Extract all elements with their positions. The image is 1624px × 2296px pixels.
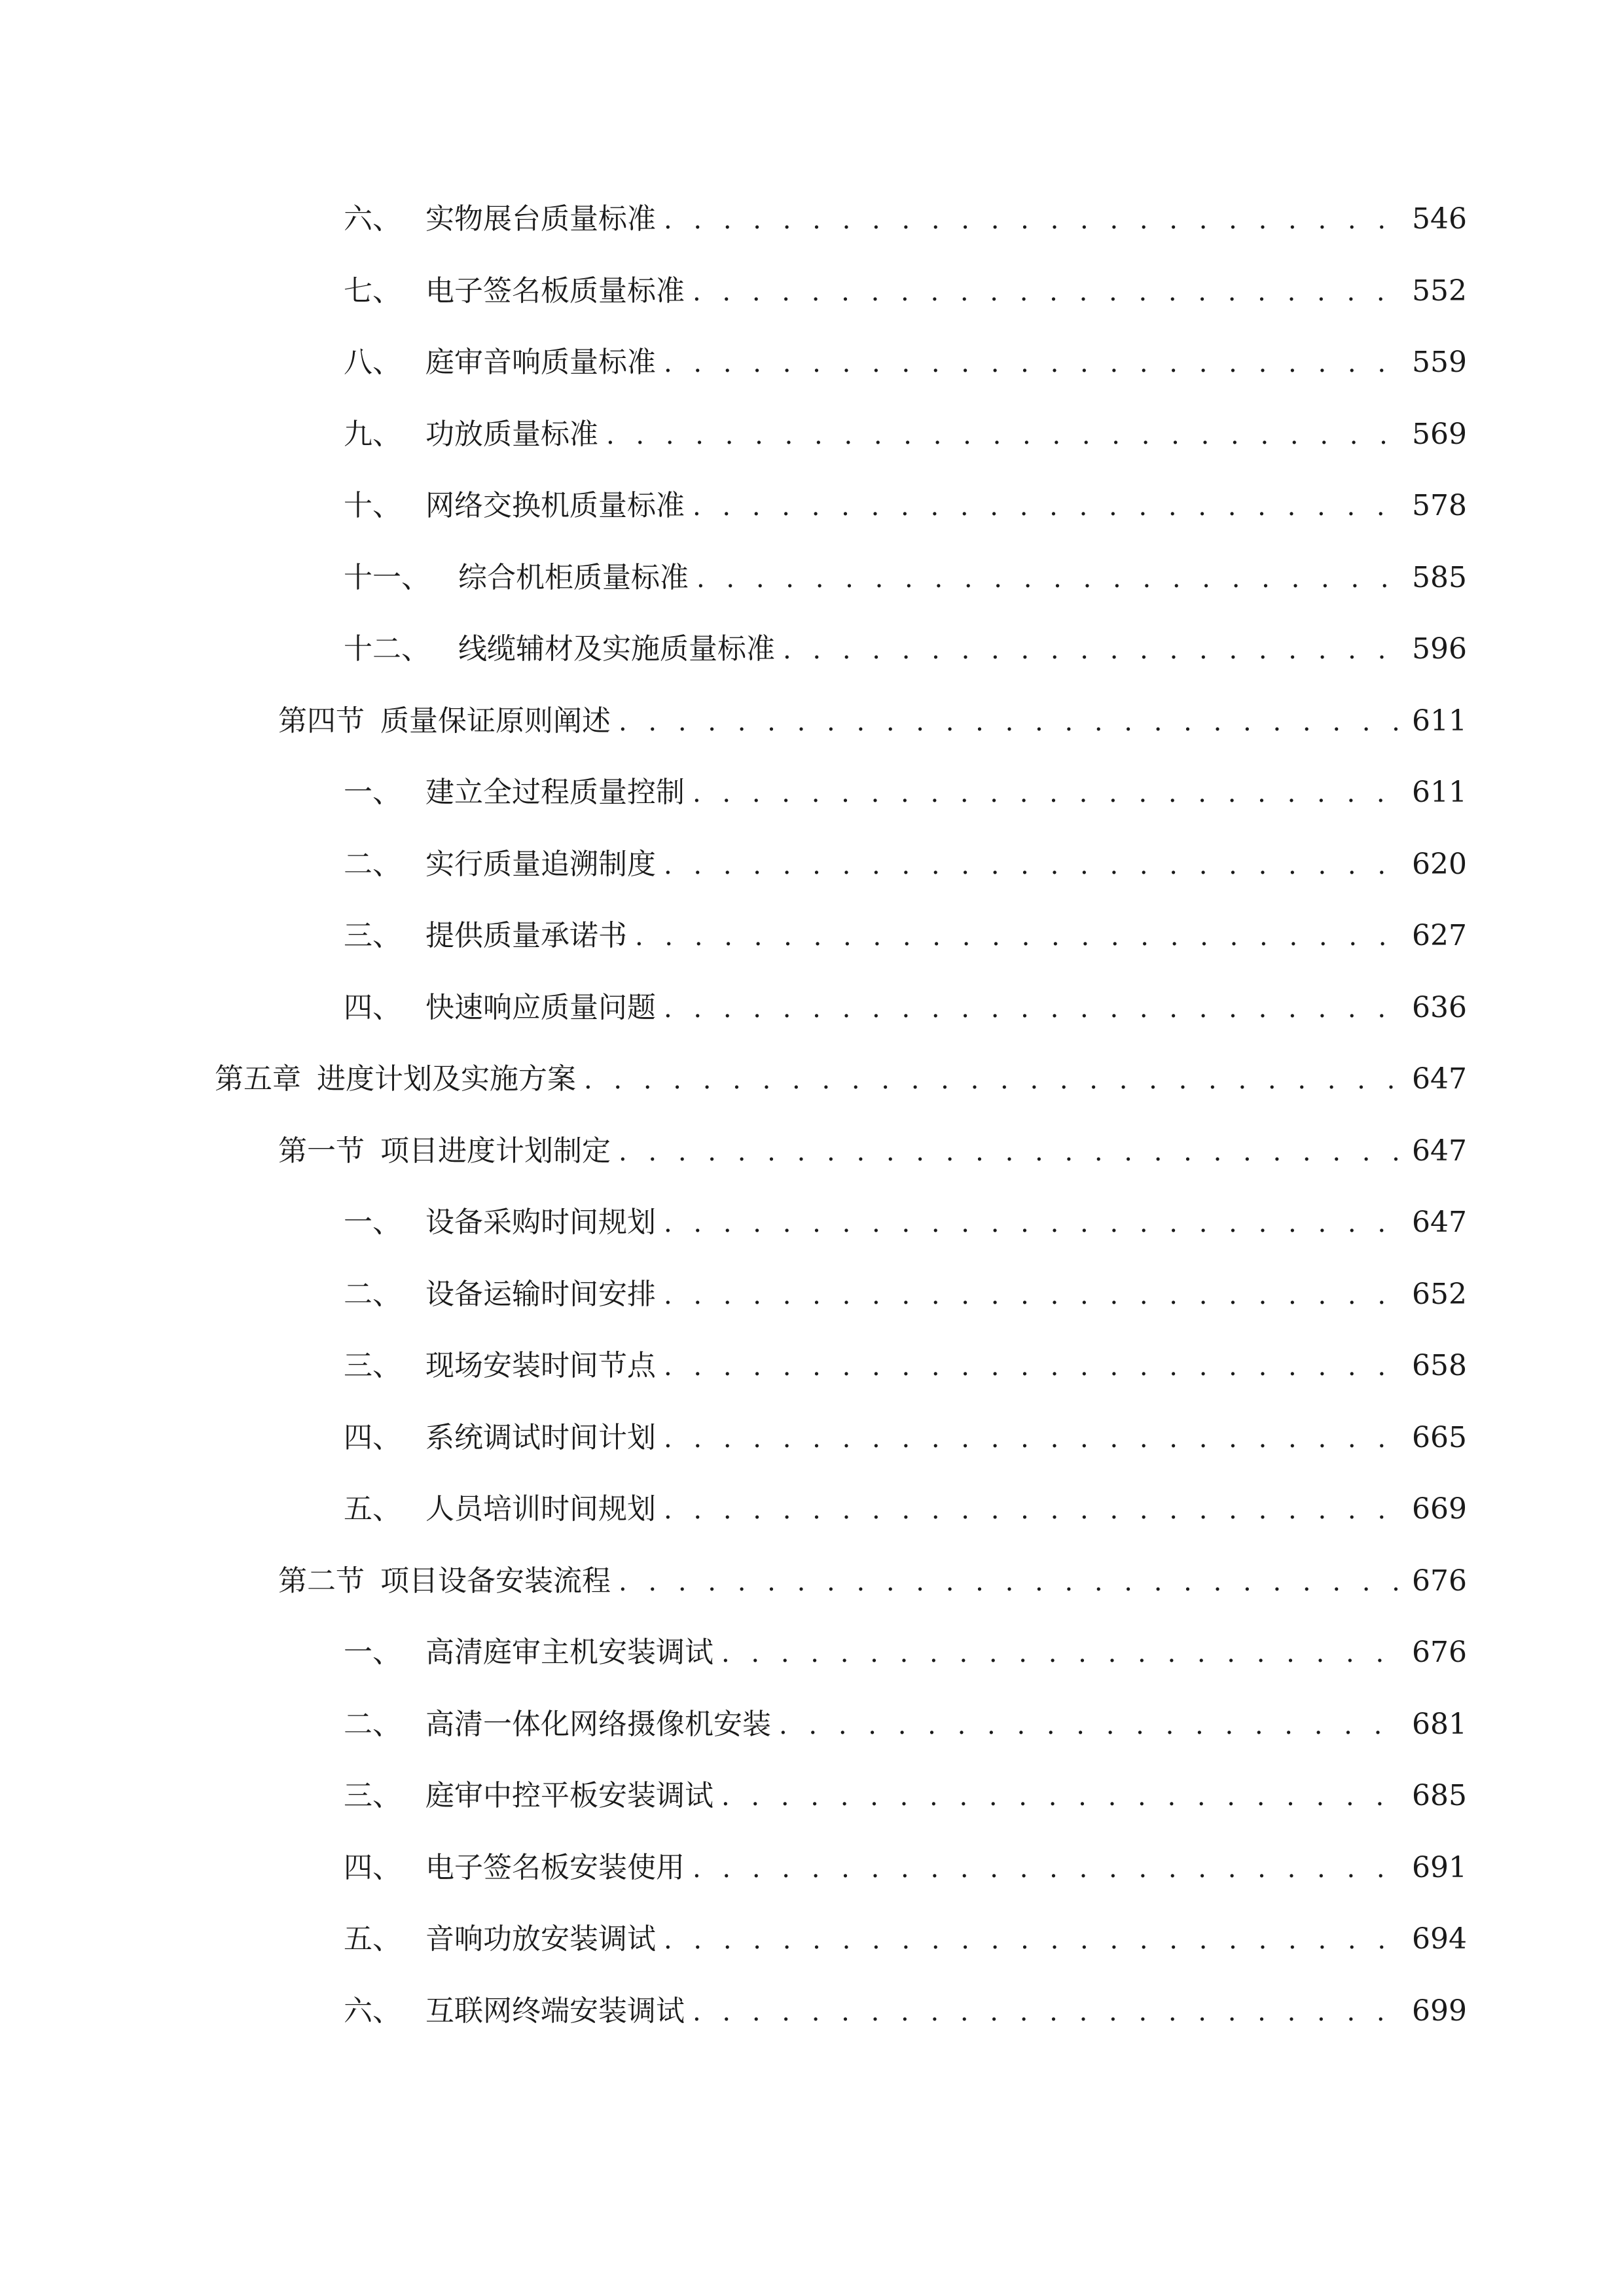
toc-entry[interactable]	[344, 193, 1467, 245]
toc-entry[interactable]	[344, 1196, 1467, 1249]
toc-entry-number: 六、	[344, 1994, 401, 2028]
toc-entry-title: 设备运输时间安排	[425, 1278, 656, 1311]
toc-entry[interactable]	[344, 1985, 1467, 2037]
toc-entry-title: 音响功放安装调试	[425, 1922, 656, 1956]
dot-leader	[783, 624, 1405, 676]
dot-leader	[619, 696, 1405, 748]
toc-entry-title: 功放质量标准	[425, 418, 598, 451]
toc-entry[interactable]	[344, 1770, 1467, 1822]
dot-leader	[664, 1197, 1405, 1249]
dot-leader	[696, 552, 1405, 605]
dot-leader	[664, 1269, 1405, 1321]
toc-entry-number: 九、	[344, 418, 401, 451]
dot-leader	[721, 1770, 1405, 1823]
toc-entry-page: 699	[1412, 1994, 1467, 2028]
toc-entry-number: 一、	[344, 1636, 401, 1669]
toc-entry[interactable]	[344, 480, 1467, 532]
toc-entry-page: 676	[1412, 1564, 1467, 1598]
toc-entry[interactable]	[344, 336, 1467, 389]
toc-entry[interactable]	[344, 910, 1467, 962]
toc-entry-title: 实行质量追溯制度	[425, 848, 656, 881]
toc-chapter-entry[interactable]	[215, 1053, 1467, 1105]
dot-leader	[779, 1699, 1405, 1751]
toc-entry-title: 提供质量承诺书	[425, 919, 627, 952]
toc-entry[interactable]	[344, 623, 1467, 675]
toc-entry[interactable]	[344, 1340, 1467, 1392]
toc-entry-title: 线缆辅材及实施质量标准	[458, 632, 775, 666]
dot-leader	[664, 1340, 1405, 1393]
toc-entry-page: 620	[1412, 848, 1467, 881]
toc-entry[interactable]	[344, 766, 1467, 819]
toc-entry-number: 三、	[344, 1349, 401, 1382]
toc-entry-title: 进度计划及实施方案	[317, 1062, 576, 1096]
dot-leader	[664, 1914, 1405, 1966]
toc-entry-page: 569	[1412, 418, 1467, 451]
dot-leader	[664, 839, 1405, 891]
toc-entry[interactable]	[344, 1268, 1467, 1321]
toc-entry-number: 六、	[344, 202, 401, 236]
toc-entry-title: 设备采购时间规划	[425, 1206, 656, 1239]
toc-entry-number: 第一节	[278, 1134, 365, 1168]
toc-entry-page: 652	[1412, 1278, 1467, 1311]
toc-entry-number: 三、	[344, 1779, 401, 1812]
toc-entry[interactable]	[344, 1698, 1467, 1751]
toc-entry[interactable]	[344, 1412, 1467, 1464]
toc-entry-number: 三、	[344, 919, 401, 952]
toc-entry-title: 系统调试时间计划	[425, 1421, 656, 1454]
dot-leader	[664, 337, 1405, 389]
toc-entry-title: 现场安装时间节点	[425, 1349, 656, 1382]
toc-entry-number: 八、	[344, 346, 401, 379]
toc-entry-title: 网络交换机质量标准	[425, 489, 685, 522]
toc-entry-number: 二、	[344, 848, 401, 881]
toc-entry[interactable]	[344, 408, 1467, 461]
toc-entry-page: 636	[1412, 991, 1467, 1024]
dot-leader	[664, 1412, 1405, 1465]
toc-entry-title: 人员培训时间规划	[425, 1492, 656, 1526]
toc-entry-page: 611	[1412, 704, 1467, 738]
toc-entry-page: 627	[1412, 919, 1467, 952]
toc-entry[interactable]	[344, 1626, 1467, 1679]
toc-entry-page: 559	[1412, 346, 1467, 379]
toc-entry-number: 二、	[344, 1708, 401, 1741]
toc-entry-number: 四、	[344, 991, 401, 1024]
toc-entry-number: 十一、	[344, 561, 430, 594]
toc-entry-number: 十、	[344, 489, 401, 522]
toc-entry-title: 项目进度计划制定	[380, 1134, 611, 1168]
dot-leader	[619, 1556, 1405, 1608]
toc-entry-number: 第五章	[215, 1062, 301, 1096]
toc-entry-page: 578	[1412, 489, 1467, 522]
dot-leader	[693, 767, 1405, 819]
toc-entry[interactable]	[344, 1842, 1467, 1894]
toc-entry-title: 高清一体化网络摄像机安装	[425, 1708, 771, 1741]
dot-leader	[693, 1986, 1405, 2038]
toc-entry-number: 二、	[344, 1278, 401, 1311]
toc-entry-title: 庭审音响质量标准	[425, 346, 656, 379]
dot-leader	[721, 1627, 1405, 1679]
toc-entry[interactable]	[344, 265, 1467, 317]
toc-entry-page: 596	[1412, 632, 1467, 666]
dot-leader	[664, 982, 1405, 1035]
dot-leader	[584, 1054, 1405, 1106]
toc-entry-title: 互联网终端安装调试	[425, 1994, 685, 2028]
dot-leader	[693, 1842, 1405, 1895]
toc-entry[interactable]	[344, 1483, 1467, 1535]
dot-leader	[664, 194, 1405, 246]
toc-entry-title: 建立全过程质量控制	[425, 776, 685, 809]
dot-leader	[635, 910, 1405, 963]
toc-entry-number: 四、	[344, 1851, 401, 1884]
toc-entry-title: 快速响应质量问题	[425, 991, 656, 1024]
toc-entry-page: 691	[1412, 1851, 1467, 1884]
toc-entry-number: 十二、	[344, 632, 430, 666]
toc-section-entry[interactable]	[278, 1555, 1467, 1607]
toc-entry-page: 585	[1412, 561, 1467, 594]
toc-entry[interactable]	[344, 838, 1467, 891]
dot-leader	[606, 409, 1405, 461]
toc-entry-page: 647	[1412, 1134, 1467, 1168]
toc-entry-page: 552	[1412, 274, 1467, 308]
toc-entry-page: 685	[1412, 1779, 1467, 1812]
toc-entry-page: 676	[1412, 1636, 1467, 1669]
toc-entry-title: 项目设备安装流程	[380, 1564, 611, 1598]
toc-entry-page: 647	[1412, 1206, 1467, 1239]
toc-entry[interactable]	[344, 552, 1467, 604]
toc-entry-title: 电子签名板质量标准	[425, 274, 685, 308]
toc-entry-page: 665	[1412, 1421, 1467, 1454]
toc-entry-page: 694	[1412, 1922, 1467, 1956]
toc-entry-title: 实物展台质量标准	[425, 202, 656, 236]
toc-entry-number: 七、	[344, 274, 401, 308]
toc-entry-page: 546	[1412, 202, 1467, 236]
toc-entry-number: 第四节	[278, 704, 365, 738]
toc-section-entry[interactable]	[278, 695, 1467, 747]
toc-entry-title: 高清庭审主机安装调试	[425, 1636, 713, 1669]
toc-entry-page: 647	[1412, 1062, 1467, 1096]
toc-entry[interactable]	[344, 1913, 1467, 1965]
dot-leader	[664, 1484, 1405, 1536]
toc-section-entry[interactable]	[278, 1125, 1467, 1177]
toc-entry-number: 第二节	[278, 1564, 365, 1598]
toc-entry-number: 四、	[344, 1421, 401, 1454]
dot-leader	[619, 1126, 1405, 1178]
toc-entry-title: 电子签名板安装使用	[425, 1851, 685, 1884]
toc-entry-page: 611	[1412, 776, 1467, 809]
toc-entry-page: 658	[1412, 1349, 1467, 1382]
toc-entry-number: 五、	[344, 1922, 401, 1956]
dot-leader	[693, 480, 1405, 533]
toc-entry-title: 综合机柜质量标准	[458, 561, 689, 594]
toc-entry[interactable]	[344, 982, 1467, 1034]
toc-entry-title: 庭审中控平板安装调试	[425, 1779, 713, 1812]
toc-entry-page: 669	[1412, 1492, 1467, 1526]
dot-leader	[693, 266, 1405, 318]
toc-entry-title: 质量保证原则阐述	[380, 704, 611, 738]
toc-entry-number: 五、	[344, 1492, 401, 1526]
toc-entry-number: 一、	[344, 1206, 401, 1239]
toc-entry-number: 一、	[344, 776, 401, 809]
toc-entry-page: 681	[1412, 1708, 1467, 1741]
